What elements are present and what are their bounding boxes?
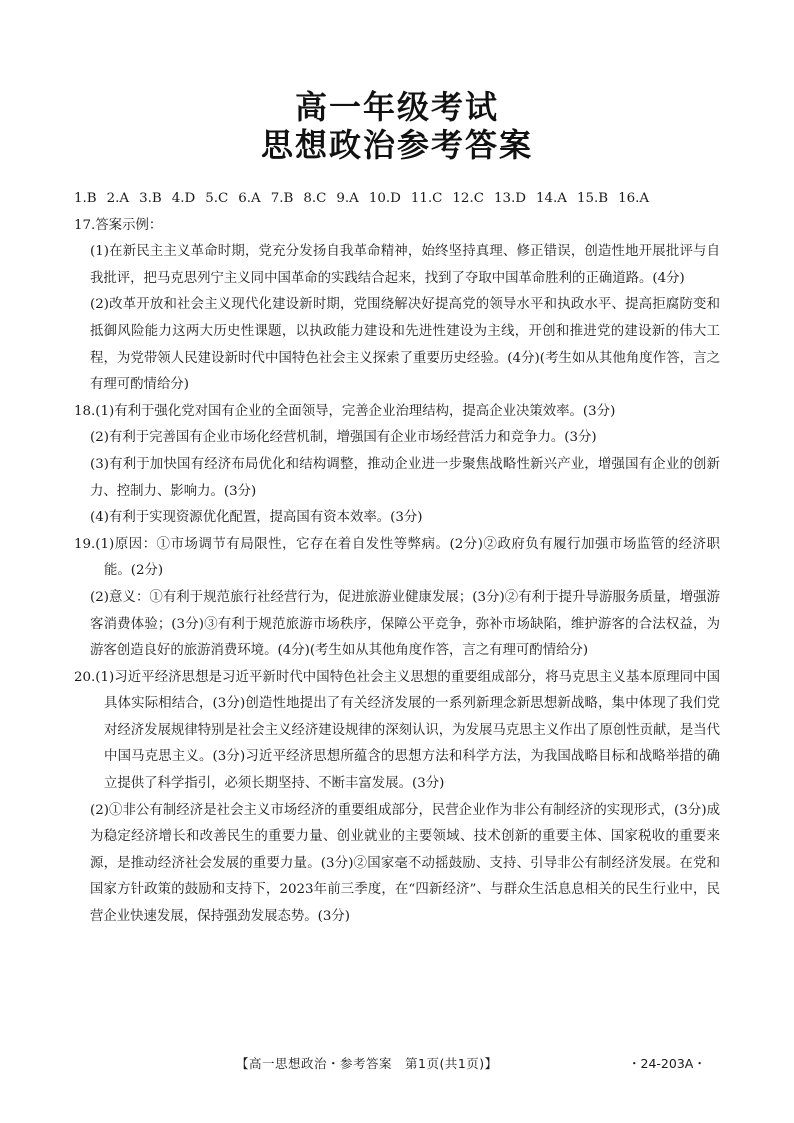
mc-answer: 5.C <box>205 191 229 206</box>
mc-answer: 1.B <box>74 191 97 206</box>
q20-part1: 20.(1)习近平经济思想是习近平新时代中国特色社会主义思想的重要组成部分，将马克思主义基本原理同中国具体实际相结合，(3分)创造性地提出了有关经济发展的一系列新理念新思想新战略，集中体现了我们党对经济发展规律特别是社会主义经济建设规律的深刻认识，为发展马克思主义作出了原创性贡献，是当代中国马克思主义。(3分)习近平经济思想所蕴含的思想方法和科学方法，为我国战略目标和战略举措的确立提供了科学指引，必须长期坚持、不断丰富发展。(3分) <box>74 669 720 792</box>
mc-answer: 2.A <box>106 191 130 206</box>
mc-answer: 14.A <box>536 191 567 206</box>
mc-answer: 11.C <box>410 191 443 206</box>
mc-answer: 16.A <box>618 191 650 206</box>
q17-part1: (1)在新民主主义革命时期，党充分发扬自我革命精神，始终坚持真理、修正错误，创造性地开展批评与自我批评，把马克思列宁主义同中国革命的实践结合起来，找到了夺取中国革命胜利的正确道路。(4分) <box>90 244 720 286</box>
q20-part2: (2)①非公有制经济是社会主义市场经济的重要组成部分，民营企业作为非公有制经济的实现形式，(3分)成为稳定经济增长和改善民生的重要力量、创业就业的主要领域、技术创新的重要主体、国家税收的重要来源，是推动经济社会发展的重要力量。(3分)②国家毫不动摇鼓励、支持、引导非公有制经济发展。在党和国家方针政策的鼓励和支持下，2023年前三季度，在“四新经济”、与群众生活息息相关的民生行业中，民营企业快速发展，保持强劲发展态势。(3分) <box>90 802 720 925</box>
q18-part4: (4)有利于实现资源优化配置，提高国有资本效率。(3分) <box>90 510 423 526</box>
q18-part3: (3)有利于加快国有经济布局优化和结构调整，推动企业进一步聚焦战略性新兴产业，增强国有企业的创新力、控制力、影响力。(3分) <box>90 456 720 499</box>
multiple-choice-answers <box>74 186 720 213</box>
q17-header: 17.答案示例： <box>74 217 163 233</box>
mc-answer: 10.D <box>368 191 401 206</box>
mc-answer: 15.B <box>576 191 609 206</box>
mc-answer: 4.D <box>171 191 196 206</box>
mc-answer: 6.A <box>238 191 261 206</box>
mc-answer: 7.B <box>270 191 294 206</box>
q18-part2: (2)有利于完善国有企业市场化经营机制，增强国有企业市场经营活力和竞争力。(3分) <box>90 430 597 446</box>
q19-part2: (2)意义：①有利于规范旅行社经营行为，促进旅游业健康发展；(3分)②有利于提升导游服务质量，增强游客消费体验；(3分)③有利于规范旅游市场秩序，保障公平竞争，弥补市场缺陷，维护游客的合法权益，为游客创造良好的旅游消费环境。(4分)(考生如从其他角度作答，言之有理可酌情给分) <box>90 589 720 659</box>
subject-title: 思想政治参考答案 <box>260 126 533 164</box>
exam-title: 高一年级考试 <box>294 88 499 126</box>
q19-part1: 19.(1)原因：①市场调节有局限性，它存在着自发性等弊病。(2分)②政府负有履行加强市场监管的经济职能。(2分) <box>74 536 720 579</box>
mc-answer: 12.C <box>452 191 484 206</box>
mc-answer: 13.D <box>493 191 526 206</box>
mc-answer: 9.A <box>336 191 359 206</box>
title-block <box>0 88 794 164</box>
mc-answer: 8.C <box>303 191 327 206</box>
mc-answer: 3.B <box>139 191 162 206</box>
footer-page-info: 【高一思想政治・参考答案 第1页(共1页)】 <box>236 1056 498 1071</box>
q18-part1: 18.(1)有利于强化党对国有企业的全面领导，完善企业治理结构，提高企业决策效率。(3分) <box>74 403 616 419</box>
footer-code: ・24-203A・ <box>628 1056 706 1071</box>
answer-content <box>74 186 720 931</box>
q17-part2: (2)改革开放和社会主义现代化建设新时期，党围绕解决好提高党的领导水平和执政水平、提高拒腐防变和抵御风险能力这两大历史性课题，以执政能力建设和先进性建设为主线，开创和推进党的建设新的伟大工程，为党带领人民建设新时代中国特色社会主义探索了重要历史经验。(4分)(考生如从其他角度作答，言之有理可酌情给分) <box>90 297 720 393</box>
